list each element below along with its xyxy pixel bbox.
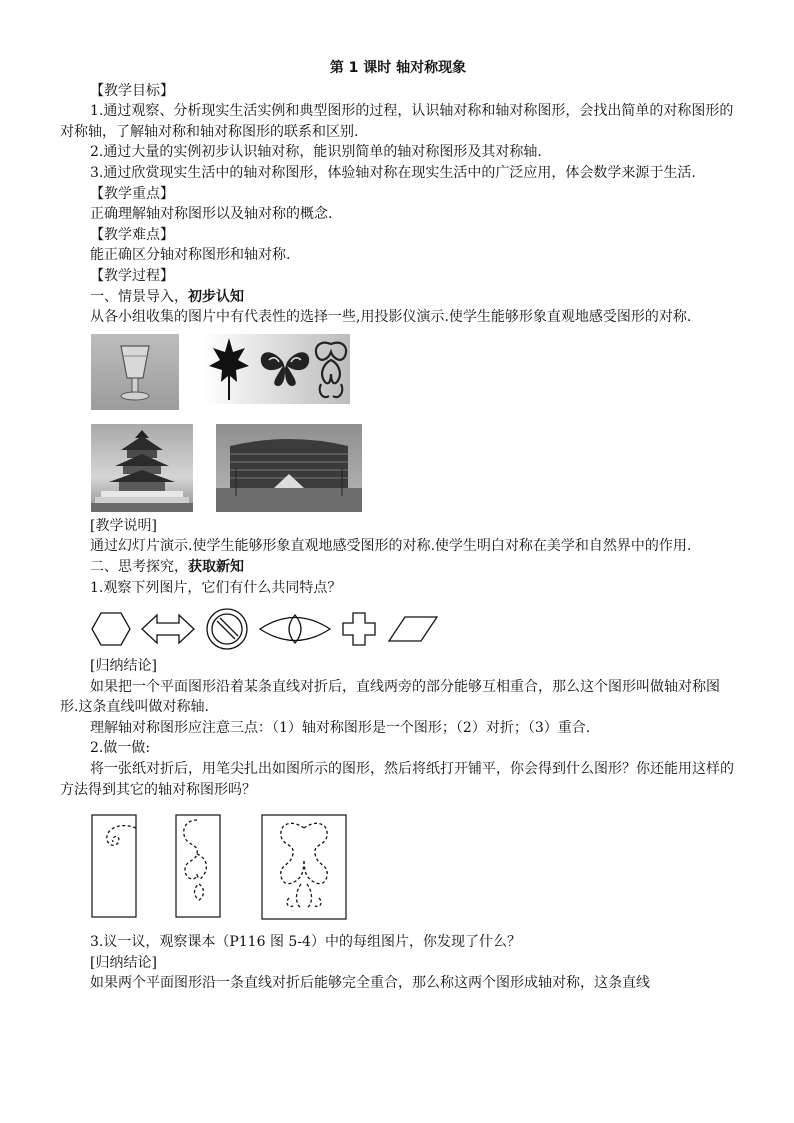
question-3: 3.议一议，观察课本（P116 图 5-4）中的每组图片，你发现了什么？ [90, 934, 521, 951]
symmetric-shapes-row [91, 608, 736, 650]
document-page [60, 58, 736, 994]
goal-1: 1.通过观察、分析现实生活实例和典型图形的过程，认识轴对称和轴对称图形，会找出简单的对称图形的对称轴，了解轴对称和轴对称图形的联系和区别. [60, 103, 734, 140]
leaf-butterfly-pattern-photo [203, 334, 350, 404]
cross-icon [341, 611, 377, 647]
conclusion-1: 如果把一个平面图形沿着某条直线对折后，直线两旁的部分能够互相重合，那么这个图形叫做轴对称图形.这条直线叫做对称轴. [60, 678, 720, 716]
section-heading-difficulty: 【教学难点】 [90, 226, 174, 243]
glass-photo [91, 334, 179, 410]
difficulty-text: 能正确区分轴对称图形和轴对称. [90, 247, 291, 264]
part1-heading-bold: 初步认知 [188, 288, 244, 305]
conclusion-2: 如果两个平面图形沿一条直线对折后能够完全重合，那么称这两个图形成轴对称，这条直线 [90, 975, 650, 992]
teaching-note-label: [教学说明] [90, 517, 157, 534]
lesson-title: 第 1 课时 轴对称现象 [329, 60, 467, 76]
goal-2: 2.通过大量的实例初步认识轴对称，能识别简单的轴对称图形及其对称轴. [90, 144, 542, 161]
temple-icon [91, 424, 193, 512]
paper-card-1 [91, 814, 137, 918]
part1-heading-prefix: 一、情景导入， [90, 288, 188, 305]
leaf-butterfly-pattern-icon [203, 334, 350, 404]
part2-heading [60, 557, 736, 578]
paper-card-2 [175, 814, 221, 918]
hexagon-icon [91, 611, 131, 647]
building-photo [216, 424, 362, 512]
building-icon [216, 424, 362, 512]
conclusion-label-1: [归纳结论] [90, 658, 157, 675]
glass-icon [91, 334, 179, 410]
part2-heading-bold: 获取新知 [188, 558, 244, 575]
question-2: 2.做一做: [90, 740, 151, 757]
teaching-note-text: 通过幻灯片演示.使学生能够形象直观地感受图形的对称.使学生明白对称在美学和自然界中的作用. [90, 538, 692, 555]
parallelogram-icon [387, 615, 439, 643]
section-heading-key: 【教学重点】 [90, 185, 174, 202]
part2-heading-prefix: 二、思考探究， [90, 558, 188, 575]
conclusion-1-points: 理解轴对称图形应注意三点：（1）轴对称图形是一个图形；（2）对折；（3）重合. [90, 719, 591, 736]
section-heading-process: 【教学过程】 [90, 267, 174, 284]
part1-heading [60, 287, 736, 308]
prohibition-sign-icon [205, 608, 249, 650]
photo-row-2 [91, 424, 736, 512]
question-2-text: 将一张纸对折后，用笔尖扎出如图所示的图形，然后将纸打开铺平，你会得到什么图形？你还能用这样的方法得到其它的轴对称图形吗？ [60, 761, 734, 798]
section-heading-goals: 【教学目标】 [90, 82, 174, 99]
question-1: 1.观察下列图片，它们有什么共同特点？ [90, 579, 342, 596]
double-arrow-icon [141, 611, 195, 647]
folded-paper-figures [91, 814, 736, 924]
eye-shape-icon [259, 612, 331, 646]
part1-text: 从各小组收集的图片中有代表性的选择一些,用投影仪演示.使学生能够形象直观地感受图形的对称. [90, 309, 692, 326]
temple-of-heaven-photo [91, 424, 193, 512]
paper-card-3-butterfly [261, 814, 347, 920]
goal-3: 3.通过欣赏现实生活中的轴对称图形，体验轴对称在现实生活中的广泛应用，体会数学来源于生活. [90, 164, 696, 181]
key-point-text: 正确理解轴对称图形以及轴对称的概念. [90, 206, 333, 223]
conclusion-label-2: [归纳结论] [90, 954, 157, 971]
photo-row-1 [91, 334, 736, 410]
